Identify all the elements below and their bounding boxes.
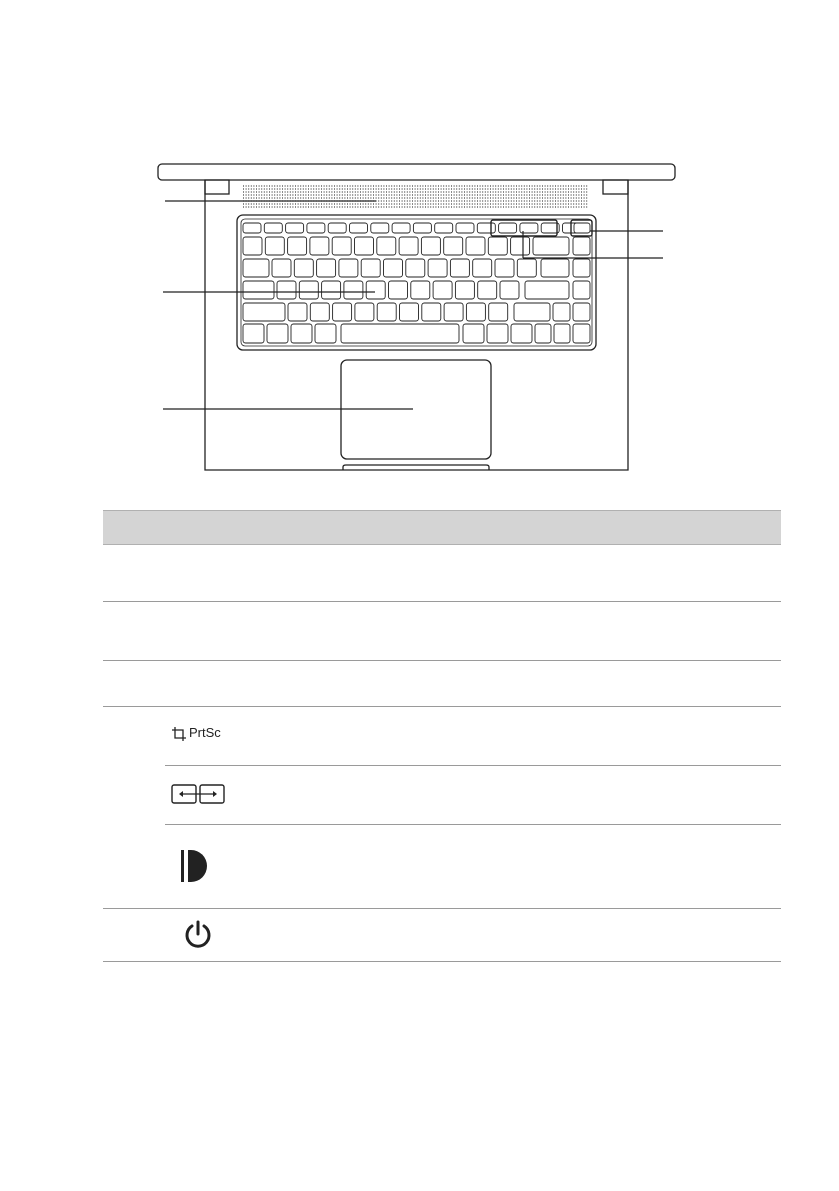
key [455,281,474,299]
row-divider [103,601,781,602]
enter-key [541,259,569,277]
key [466,237,485,255]
modifier-key [267,324,288,343]
table-row [103,707,781,765]
key [355,303,374,321]
key [288,237,307,255]
function-key [286,223,304,233]
function-key [350,223,368,233]
modifier-key [487,324,508,343]
arrow-key [554,324,570,343]
key [553,303,570,321]
arrow-key [573,324,590,343]
function-key [477,223,495,233]
tab-key [243,259,269,277]
key [473,259,492,277]
key [495,259,514,277]
arrow-key [535,324,551,343]
function-key [413,223,431,233]
key [384,259,403,277]
key [310,303,329,321]
key [573,237,590,255]
key [317,259,336,277]
key [500,281,519,299]
shift-key [243,303,285,321]
key [422,303,441,321]
key [377,303,396,321]
key [511,237,530,255]
hinge-left [205,180,229,194]
prtsc-key-label: PrtSc [189,725,221,740]
key [428,259,447,277]
modifier-key [463,324,484,343]
key [444,303,463,321]
prtsc-crop-icon [171,726,189,742]
function-key [328,223,346,233]
power-icon [182,919,214,951]
laptop-top-view-diagram [0,0,839,500]
key [517,259,536,277]
key [400,303,419,321]
enter-key [525,281,569,299]
speaker-grille [243,186,588,207]
lid-edge [158,164,675,180]
key [344,281,363,299]
key [299,281,318,299]
key [488,237,507,255]
key [288,303,307,321]
key [421,237,440,255]
key [366,281,385,299]
modifier-key [291,324,312,343]
key [450,259,469,277]
key [466,303,485,321]
table-row [103,909,781,961]
key [433,281,452,299]
row-divider [103,961,781,962]
row-divider [103,660,781,661]
table-row [103,766,781,824]
backspace-key [533,237,569,255]
function-key [392,223,410,233]
key [573,303,590,321]
key [489,303,508,321]
shift-key [514,303,550,321]
caps-key [243,281,274,299]
display-switch-icon [171,783,225,805]
half-brightness-icon [179,848,209,884]
function-key [307,223,325,233]
key [265,237,284,255]
function-key [435,223,453,233]
modifier-key [511,324,532,343]
modifier-key [315,324,336,343]
power-key [574,223,590,233]
key [310,237,329,255]
key [333,303,352,321]
key [399,237,418,255]
key [339,259,358,277]
key [322,281,341,299]
hinge-right [603,180,628,194]
key [355,237,374,255]
key [361,259,380,277]
function-key [264,223,282,233]
function-key [499,223,517,233]
key [573,259,590,277]
table-row [103,825,781,908]
keyboard-keys [243,220,592,343]
function-key [456,223,474,233]
modifier-key [243,324,264,343]
table-header [103,510,781,545]
key [444,237,463,255]
key [406,259,425,277]
key [294,259,313,277]
key [277,281,296,299]
key [389,281,408,299]
key [573,281,590,299]
key [377,237,396,255]
key [332,237,351,255]
key [411,281,430,299]
key [243,237,262,255]
function-key [243,223,261,233]
space-bar [341,324,459,343]
function-key [371,223,389,233]
key [478,281,497,299]
key [272,259,291,277]
